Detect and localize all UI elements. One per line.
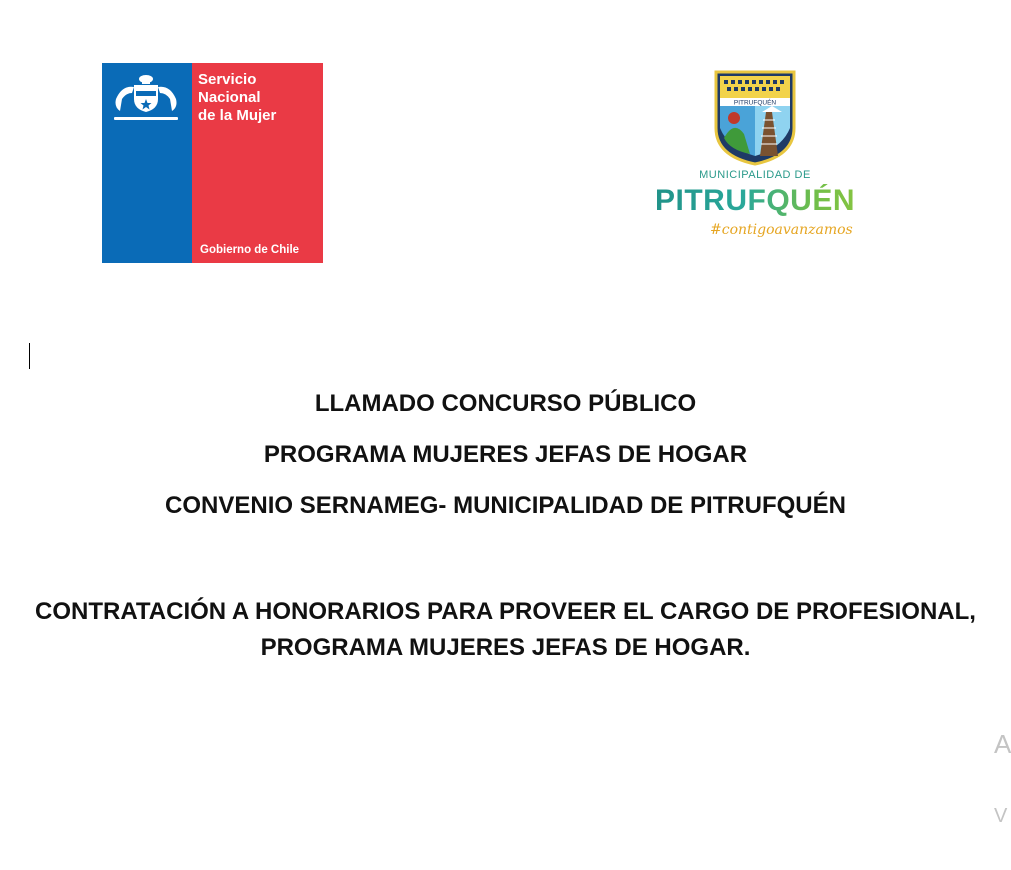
heading-agreement: CONVENIO SERNAMEG- MUNICIPALIDAD DE PITRUFQUÉN bbox=[165, 492, 846, 519]
heading-hiring: CONTRATACIÓN A HONORARIOS PARA PROVEER EL CARGO DE PROFESIONAL, PROGRAMA MUJERES JEFAS DE HOGAR. bbox=[35, 598, 976, 661]
municipality-hashtag: #contigoavanzamos bbox=[710, 222, 853, 238]
text-cursor bbox=[29, 343, 30, 369]
pitrufquen-logo bbox=[640, 68, 870, 253]
municipality-prefix: MUNICIPALIDAD DE bbox=[699, 169, 811, 181]
shield-label: PITRUFQUÉN bbox=[733, 99, 777, 107]
heading-call: LLAMADO CONCURSO PÚBLICO bbox=[314, 390, 697, 417]
watermark-line-1: A bbox=[994, 729, 1011, 759]
chile-coat-of-arms-icon bbox=[108, 69, 184, 125]
sernameg-logo-red-panel bbox=[192, 63, 323, 263]
watermark-line-2: V bbox=[994, 805, 1008, 827]
pitrufquen-shield-icon bbox=[710, 68, 800, 166]
activation-watermark bbox=[994, 690, 1011, 870]
heading-program: PROGRAMA MUJERES JEFAS DE HOGAR bbox=[263, 441, 748, 468]
sernameg-name: Servicio Nacional de la Mujer bbox=[198, 71, 277, 124]
municipality-name: PITRUFQUÉN bbox=[640, 184, 870, 218]
government-label: Gobierno de Chile bbox=[200, 244, 300, 256]
sernameg-logo bbox=[102, 63, 323, 263]
sernameg-logo-blue-panel bbox=[102, 63, 192, 263]
